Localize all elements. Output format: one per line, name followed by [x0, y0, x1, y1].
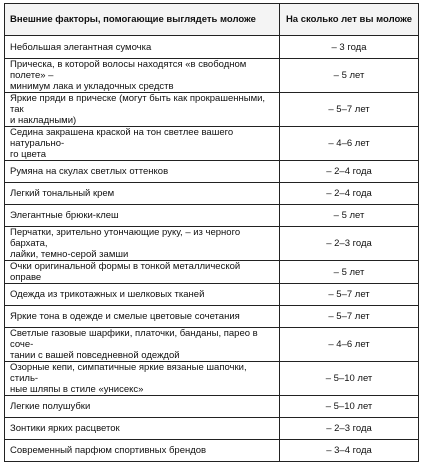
table-header-row — [5, 4, 419, 36]
factor-cell — [5, 227, 280, 261]
factor-text-line: Перчатки, зрительно утончающие руку, – из черного бархата, — [10, 227, 241, 249]
factors-table — [4, 3, 419, 462]
factor-text-line: Элегантные брюки-клеш — [10, 210, 119, 221]
years-cell: – 5 лет — [280, 261, 419, 284]
factor-cell — [5, 328, 280, 362]
factor-cell — [5, 418, 280, 440]
factor-cell — [5, 440, 280, 462]
factor-cell — [5, 362, 280, 396]
table-row — [5, 396, 419, 418]
table-row — [5, 93, 419, 127]
factor-cell — [5, 93, 280, 127]
table-row — [5, 328, 419, 362]
factor-cell — [5, 183, 280, 205]
table-row — [5, 306, 419, 328]
factor-text-line: Седина закрашена краской на тон светлее вашего натурально- — [10, 127, 234, 149]
factor-text-line: Яркие тона в одежде и смелые цветовые сочетания — [10, 311, 240, 322]
table-body — [5, 36, 419, 462]
factor-cell — [5, 306, 280, 328]
years-cell: – 5–10 лет — [280, 396, 419, 418]
years-cell: – 2–3 года — [280, 227, 419, 261]
factor-text-line: лайки, темно-серой замши — [10, 249, 129, 260]
factor-text-line: Очки оригинальной формы в тонкой металлической оправе — [10, 261, 241, 283]
factor-text-line: Светлые газовые шарфики, платочки, банданы, парео в соче- — [10, 328, 258, 350]
factor-text-line: Яркие пряди в прическе (могут быть как прокрашенными, так — [10, 93, 266, 115]
years-cell: – 4–6 лет — [280, 328, 419, 362]
factor-text-line: го цвета — [10, 149, 47, 160]
factor-text-line: минимум лака и укладочных средств — [10, 81, 174, 92]
table-row — [5, 284, 419, 306]
factor-text-line: Небольшая элегантная сумочка — [10, 41, 152, 53]
factor-text-line: тании с вашей повседневной одеждой — [10, 350, 180, 361]
years-cell: – 2–3 года — [280, 418, 419, 440]
years-cell: – 2–4 года — [280, 161, 419, 183]
years-cell: – 5–7 лет — [280, 284, 419, 306]
factor-text-line: Современный парфюм спортивных брендов — [10, 445, 207, 456]
table-row — [5, 161, 419, 183]
factor-cell — [5, 127, 280, 161]
factor-text-line: Озорные кепи, симпатичные яркие вязаные шапочки, стиль- — [10, 362, 247, 384]
factor-cell — [5, 284, 280, 306]
table-row — [5, 59, 419, 93]
table-row — [5, 205, 419, 227]
factor-text-line: Румяна на скулах светлых оттенков — [10, 166, 169, 177]
years-cell: – 4–6 лет — [280, 127, 419, 161]
factor-cell — [5, 205, 280, 227]
factor-cell — [5, 36, 280, 59]
table-row — [5, 418, 419, 440]
factor-text-line: Одежда из трикотажных и шелковых тканей — [10, 289, 205, 300]
table-row — [5, 440, 419, 462]
document-page — [4, 3, 418, 462]
years-cell: – 5 лет — [280, 205, 419, 227]
table-row — [5, 36, 419, 59]
factor-text-line: Легкий тональный крем — [10, 188, 115, 199]
factor-cell — [5, 161, 280, 183]
years-cell: – 3–4 года — [280, 440, 419, 462]
factor-text-line: ные шляпы в стиле «унисекс» — [10, 384, 144, 395]
years-cell: – 5–7 лет — [280, 93, 419, 127]
table-row — [5, 183, 419, 205]
factor-text-line: Легкие полушубки — [10, 401, 91, 412]
factor-text-line: Зонтики ярких расцветок — [10, 423, 120, 434]
factor-cell — [5, 261, 280, 284]
years-cell: – 5 лет — [280, 59, 419, 93]
factor-cell — [5, 396, 280, 418]
header-factors: Внешние факторы, помогающие выглядеть моложе — [5, 4, 280, 36]
years-cell: – 5–10 лет — [280, 362, 419, 396]
years-cell: – 3 года — [280, 36, 419, 59]
header-years: На сколько лет вы моложе — [280, 4, 419, 36]
table-row — [5, 227, 419, 261]
years-cell: – 2–4 года — [280, 183, 419, 205]
table-row — [5, 127, 419, 161]
factor-text-line: Прическа, в которой волосы находятся «в свободном полете» – — [10, 59, 247, 81]
factor-cell — [5, 59, 280, 93]
years-cell: – 5–7 лет — [280, 306, 419, 328]
table-row — [5, 261, 419, 284]
factor-text-line: и накладными) — [10, 115, 77, 126]
table-row — [5, 362, 419, 396]
